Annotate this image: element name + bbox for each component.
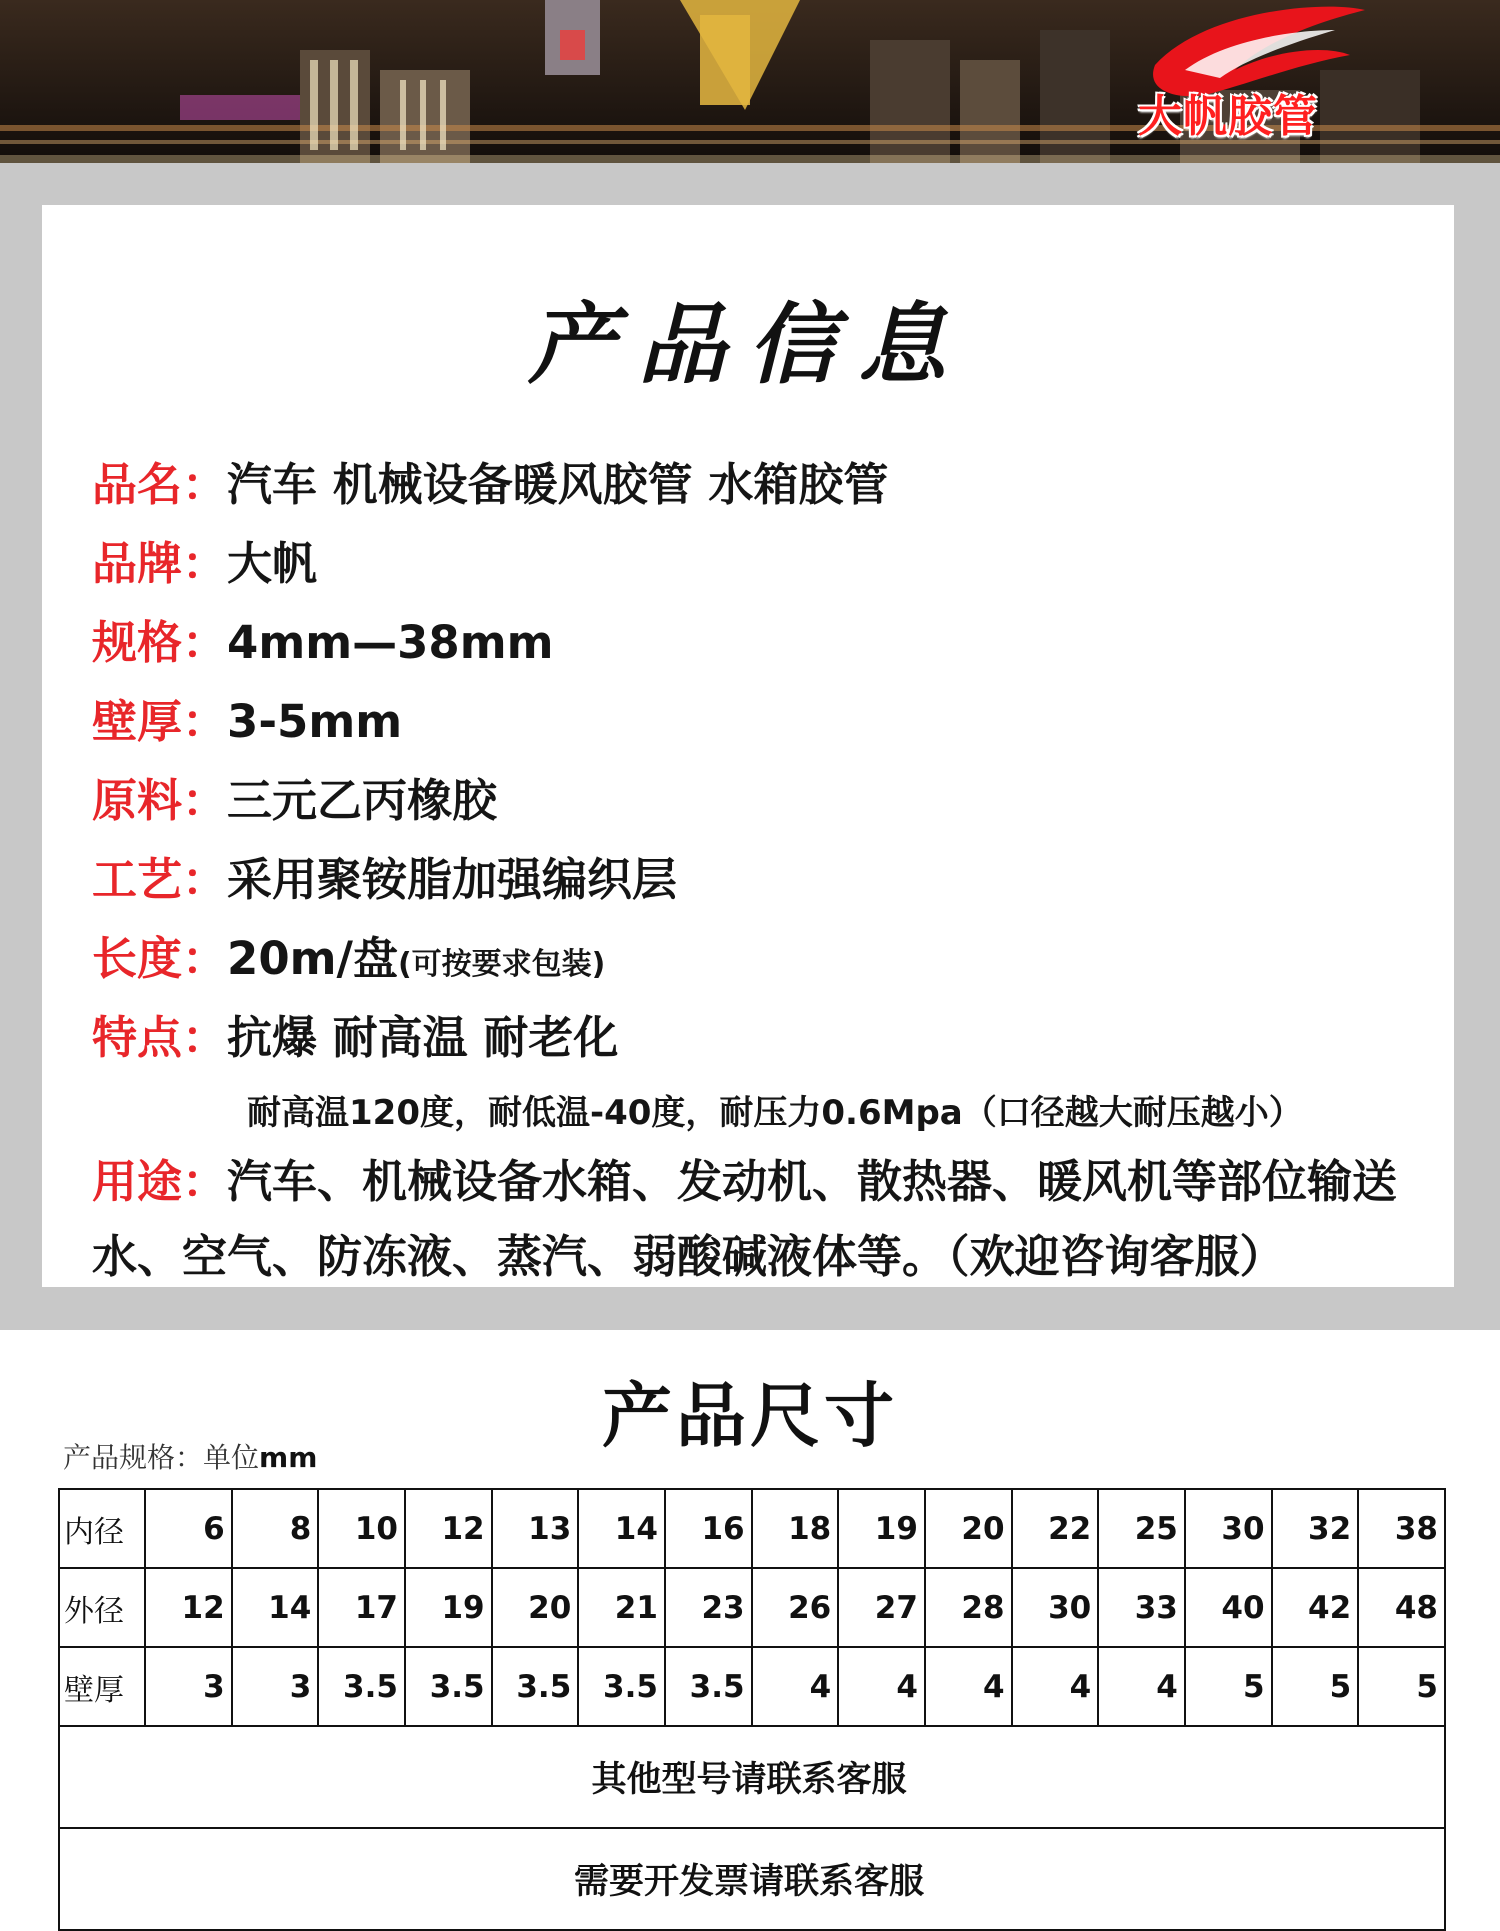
table-cell: 5 — [1185, 1647, 1272, 1726]
info-value: 汽车 机械设备暖风胶管 水箱胶管 — [227, 458, 889, 511]
info-row-material — [92, 764, 497, 829]
size-unit-caption — [63, 1436, 317, 1476]
table-cell: 21 — [578, 1568, 665, 1647]
info-label: 特点： — [92, 1011, 228, 1064]
info-label: 规格： — [92, 616, 228, 669]
table-row — [59, 1647, 1445, 1726]
table-cell: 4 — [1012, 1647, 1099, 1726]
info-row-features — [92, 1001, 618, 1066]
table-row — [59, 1568, 1445, 1647]
table-cell: 3 — [145, 1647, 232, 1726]
info-row-brand — [92, 527, 317, 592]
table-cell: 28 — [925, 1568, 1012, 1647]
info-label: 原料： — [92, 774, 228, 827]
table-cell: 6 — [145, 1489, 232, 1568]
table-cell: 20 — [492, 1568, 579, 1647]
table-cell: 38 — [1358, 1489, 1445, 1568]
table-row — [59, 1726, 1445, 1828]
info-label: 长度： — [92, 932, 228, 985]
table-cell: 4 — [1098, 1647, 1185, 1726]
table-cell: 12 — [145, 1568, 232, 1647]
table-cell: 19 — [405, 1568, 492, 1647]
info-value: 大帆 — [227, 537, 318, 590]
usage-line-2: 水、空气、防冻液、蒸汽、弱酸碱液体等。（欢迎咨询客服） — [92, 1230, 1285, 1283]
table-cell: 8 — [232, 1489, 319, 1568]
info-value: 抗爆 耐高温 耐老化 — [227, 1011, 619, 1064]
table-cell: 18 — [752, 1489, 839, 1568]
unit-prefix: 产品规格：单位 — [63, 1441, 260, 1474]
info-value: 采用聚铵脂加强编织层 — [227, 853, 678, 906]
table-cell: 30 — [1012, 1568, 1099, 1647]
table-cell: 4 — [925, 1647, 1012, 1726]
info-value: 汽车、机械设备水箱、发动机、散热器、暖风机等部位输送 — [227, 1155, 1398, 1208]
other-models-note: 其他型号请联系客服 — [59, 1726, 1445, 1828]
info-row-name — [92, 448, 888, 513]
table-row — [59, 1489, 1445, 1568]
info-label: 品名： — [92, 458, 228, 511]
table-cell: 12 — [405, 1489, 492, 1568]
table-cell: 3.5 — [405, 1647, 492, 1726]
info-row-thickness — [92, 685, 402, 750]
info-row-spec — [92, 606, 554, 671]
product-info-card — [42, 205, 1454, 1287]
table-cell: 30 — [1185, 1489, 1272, 1568]
table-cell: 40 — [1185, 1568, 1272, 1647]
table-cell: 23 — [665, 1568, 752, 1647]
info-label: 品牌： — [92, 537, 228, 590]
table-cell: 16 — [665, 1489, 752, 1568]
banner — [0, 0, 1500, 163]
table-cell: 3.5 — [578, 1647, 665, 1726]
info-row-process — [92, 843, 677, 908]
table-cell: 32 — [1272, 1489, 1359, 1568]
unit-value: mm — [259, 1441, 318, 1474]
table-row — [59, 1828, 1445, 1930]
table-cell: 13 — [492, 1489, 579, 1568]
table-cell: 19 — [838, 1489, 925, 1568]
row-header: 内径 — [59, 1489, 145, 1568]
table-cell: 5 — [1272, 1647, 1359, 1726]
info-value: 4mm—38mm — [227, 616, 554, 669]
table-cell: 33 — [1098, 1568, 1185, 1647]
table-cell: 5 — [1358, 1647, 1445, 1726]
info-label: 用途： — [92, 1155, 228, 1208]
table-cell: 3 — [232, 1647, 319, 1726]
table-cell: 20 — [925, 1489, 1012, 1568]
info-value: 三元乙丙橡胶 — [227, 774, 498, 827]
table-cell: 42 — [1272, 1568, 1359, 1647]
size-title: 产品尺寸 — [602, 1375, 898, 1457]
table-cell: 14 — [232, 1568, 319, 1647]
table-cell: 22 — [1012, 1489, 1099, 1568]
invoice-note: 需要开发票请联系客服 — [59, 1828, 1445, 1930]
table-cell: 26 — [752, 1568, 839, 1647]
info-label: 壁厚： — [92, 695, 228, 748]
row-header: 外径 — [59, 1568, 145, 1647]
info-note: (可按要求包装) — [397, 947, 606, 982]
logo-text: 大帆胶管 — [1138, 91, 1318, 142]
table-cell: 25 — [1098, 1489, 1185, 1568]
info-value: 20m/盘 — [227, 932, 398, 985]
row-header: 壁厚 — [59, 1647, 145, 1726]
table-cell: 4 — [838, 1647, 925, 1726]
table-cell: 17 — [318, 1568, 405, 1647]
info-row-length — [92, 922, 605, 987]
info-value: 3-5mm — [227, 695, 403, 748]
table-cell: 3.5 — [665, 1647, 752, 1726]
table-cell: 3.5 — [318, 1647, 405, 1726]
table-cell: 4 — [752, 1647, 839, 1726]
info-title: 产品信息 — [527, 293, 968, 396]
table-cell: 27 — [838, 1568, 925, 1647]
table-cell: 3.5 — [492, 1647, 579, 1726]
table-cell: 14 — [578, 1489, 665, 1568]
table-cell: 10 — [318, 1489, 405, 1568]
info-row-usage — [92, 1145, 1397, 1210]
info-label: 工艺： — [92, 853, 228, 906]
table-cell: 48 — [1358, 1568, 1445, 1647]
size-table — [58, 1488, 1446, 1931]
product-info-section — [0, 163, 1500, 1330]
feature-detail: 耐高温120度，耐低温-40度，耐压力0.6Mpa（口径越大耐压越小） — [247, 1093, 1303, 1133]
